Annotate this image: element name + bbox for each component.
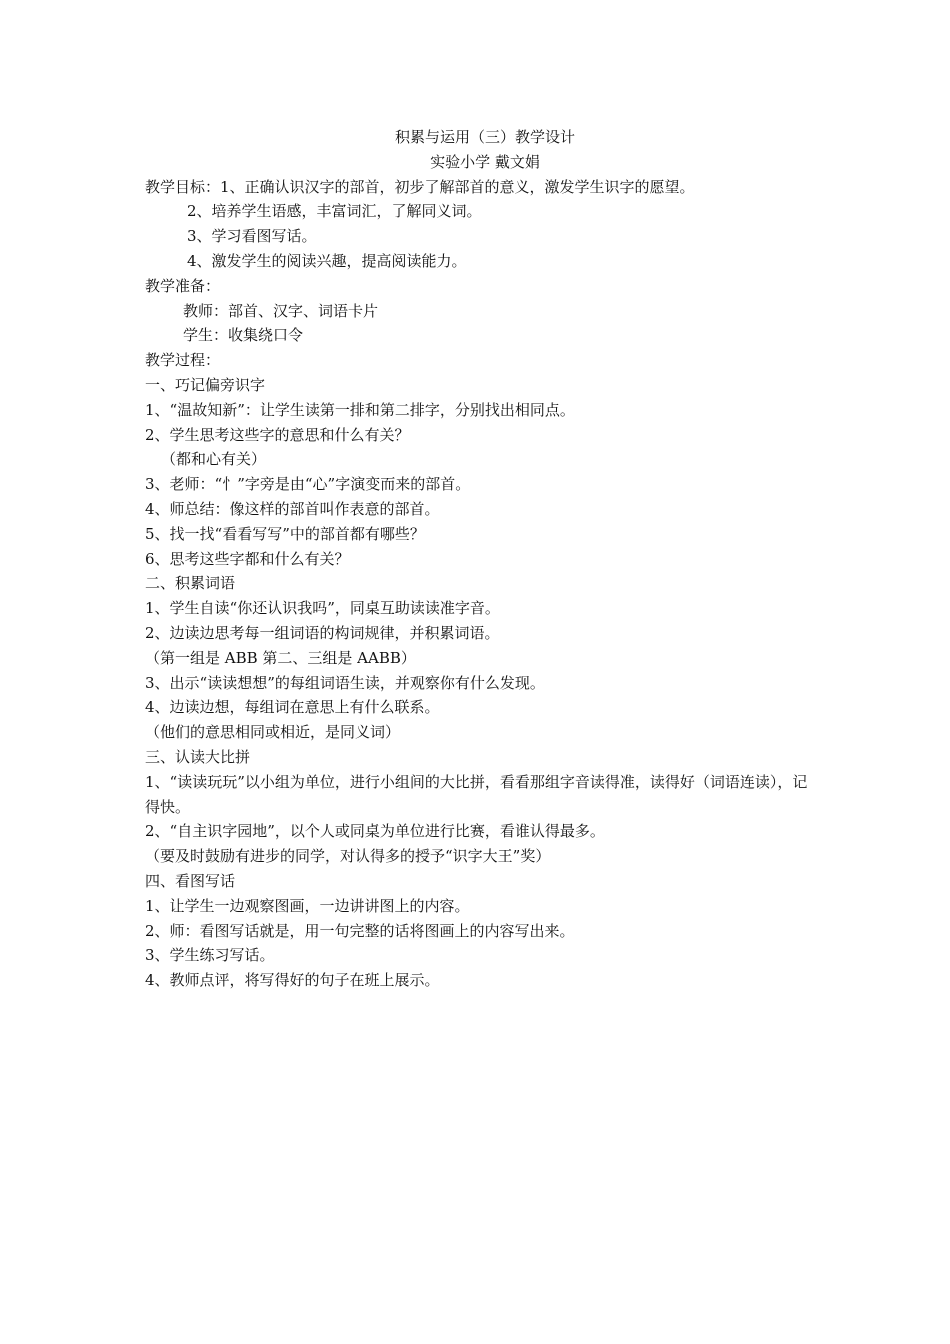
section-4-line: 2、师：看图写话就是，用一句完整的话将图画上的内容写出来。 bbox=[145, 921, 575, 940]
document-body bbox=[145, 125, 815, 993]
section-1-line: 4、师总结：像这样的部首叫作表意的部首。 bbox=[145, 499, 440, 518]
section-1-line: 1、“温故知新”：让学生读第一排和第二排字，分别找出相同点。 bbox=[145, 400, 575, 419]
section-4-line: 1、让学生一边观察图画，一边讲讲图上的内容。 bbox=[145, 896, 470, 915]
section-3-title: 三、认读大比拼 bbox=[145, 747, 251, 766]
section-2-note: （第一组是 ABB 第二、三组是 AABB） bbox=[145, 648, 416, 667]
prep-student: 学生：收集绕口令 bbox=[183, 326, 304, 345]
section-1-line: 3、老师：“忄”字旁是由“心”字演变而来的部首。 bbox=[145, 475, 471, 494]
document-title: 积累与运用（三）教学设计 bbox=[394, 128, 575, 146]
prep-heading: 教学准备： bbox=[145, 276, 221, 295]
section-1-note: （都和心有关） bbox=[161, 450, 267, 469]
section-2-title: 二、积累词语 bbox=[145, 574, 236, 593]
section-2-line: 2、边读边思考每一组词语的构词规律，并积累词语。 bbox=[145, 623, 500, 642]
section-2-note: （他们的意思相同或相近，是同义词） bbox=[145, 723, 401, 742]
section-2-line: 1、学生自读“你还认识我吗”，同桌互助读读准字音。 bbox=[145, 599, 500, 618]
section-4-title: 四、看图写话 bbox=[145, 871, 236, 890]
section-3-line: 2、“自主识字园地”，以个人或同桌为单位进行比赛，看谁认得最多。 bbox=[145, 822, 605, 841]
goal-item-2: 2、培养学生语感，丰富词汇，了解同义词。 bbox=[187, 202, 482, 221]
goal-item-4: 4、激发学生的阅读兴趣，提高阅读能力。 bbox=[187, 251, 467, 270]
section-3-note: （要及时鼓励有进步的同学，对认得多的授予“识字大王”奖） bbox=[145, 847, 551, 866]
process-heading: 教学过程： bbox=[145, 351, 221, 370]
document-author: 实验小学 戴文娟 bbox=[430, 152, 540, 171]
section-1-title: 一、巧记偏旁识字 bbox=[145, 375, 266, 394]
prep-teacher: 教师：部首、汉字、词语卡片 bbox=[183, 301, 379, 320]
section-1-line: 2、学生思考这些字的意思和什么有关？ bbox=[145, 425, 410, 444]
section-1-line: 6、思考这些字都和什么有关？ bbox=[145, 549, 350, 568]
goals-heading: 教学目标：1、正确认识汉字的部首，初步了解部首的意义，激发学生识字的愿望。 bbox=[145, 177, 695, 196]
section-2-line: 3、出示“读读想想”的每组词语生读，并观察你有什么发现。 bbox=[145, 673, 545, 692]
goal-item-3: 3、学习看图写话。 bbox=[187, 227, 317, 246]
section-4-line: 3、学生练习写话。 bbox=[145, 946, 275, 965]
section-3-line: 1、“读读玩玩”以小组为单位，进行小组间的大比拼，看看那组字音读得准，读得好（词语连读），记得快。 bbox=[145, 772, 808, 816]
section-1-line: 5、找一找“看看写写”中的部首都有哪些？ bbox=[145, 524, 425, 543]
section-2-line: 4、边读边想，每组词在意思上有什么联系。 bbox=[145, 698, 440, 717]
section-4-line: 4、教师点评，将写得好的句子在班上展示。 bbox=[145, 971, 440, 990]
